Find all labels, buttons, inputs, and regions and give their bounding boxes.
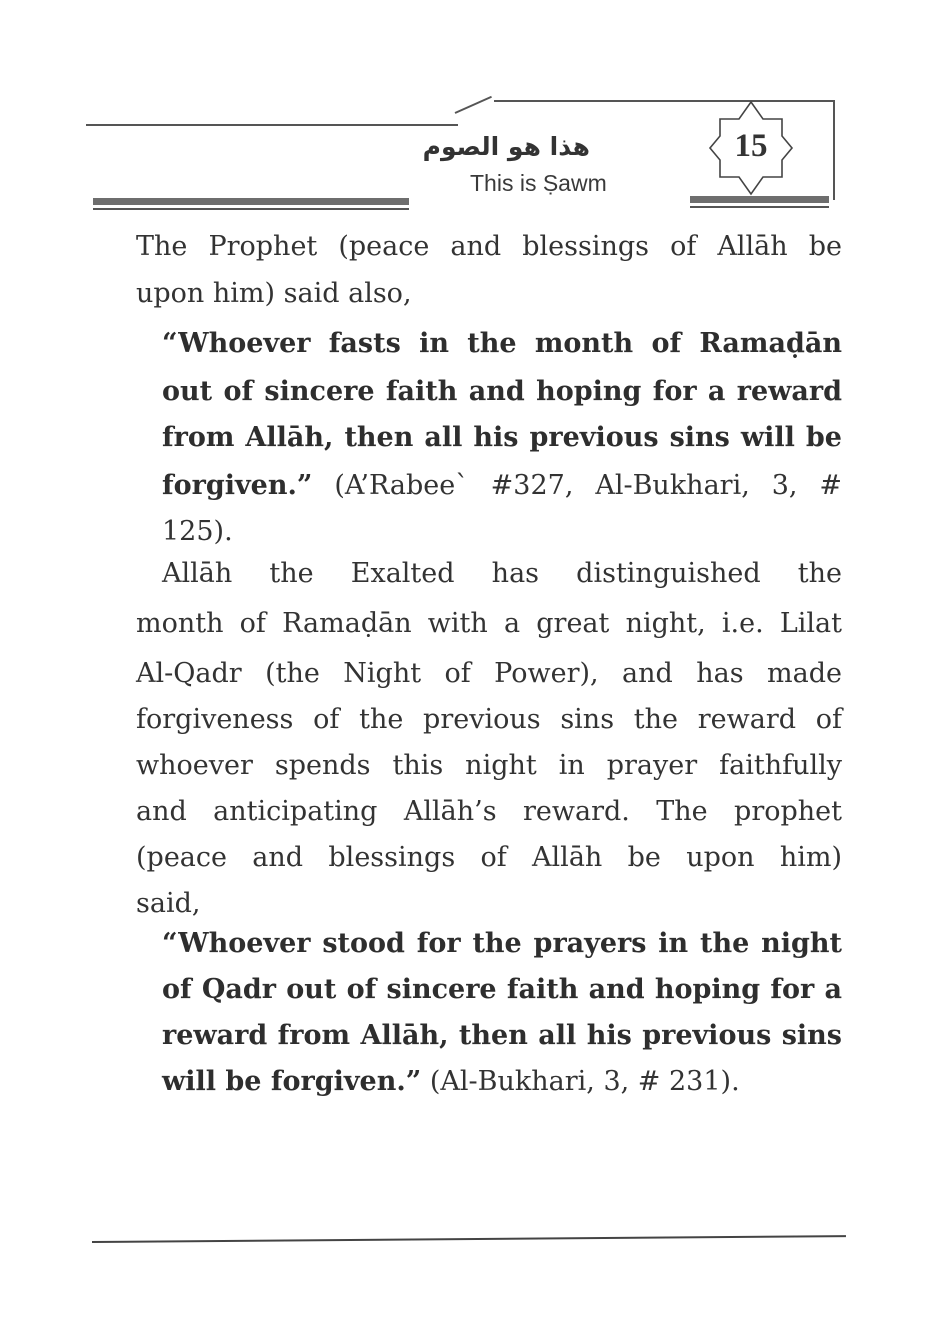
hadith-line: out of sincere faith and hoping for a reward [162, 376, 842, 407]
hadith-line: from Allāh, then all his previous sins will be [162, 422, 842, 453]
text-line: (peace and blessings of Allāh be upon him) [136, 842, 842, 873]
header-rule-left [86, 124, 458, 126]
text-line: The Prophet (peace and blessings of Allāh be [136, 231, 842, 262]
text-line: whoever spends this night in prayer faithfully [136, 750, 842, 781]
footer-rule [92, 1235, 846, 1243]
hadith-text: will be forgiven.” [162, 1066, 422, 1097]
hadith-line-with-citation [162, 469, 842, 503]
hadith-line-with-citation [162, 1065, 842, 1099]
header-double-bar-right [690, 196, 829, 208]
running-head-english: This is Ṣawm [470, 170, 607, 196]
hadith-line: “Whoever stood for the prayers in the night [162, 928, 842, 959]
page-number: 15 [734, 128, 768, 164]
citation: (A’Rabee` #327, Al-Bukhari, 3, # [312, 470, 842, 501]
header-double-bar-left [93, 198, 409, 210]
citation-continuation: 125). [162, 516, 233, 547]
hadith-line: “Whoever fasts in the month of Ramaḍān [162, 328, 842, 359]
header-rule-slant [455, 96, 492, 114]
text-line: upon him) said also, [136, 278, 412, 309]
page-number-badge [708, 100, 794, 196]
text-line: month of Ramaḍān with a great night, i.e. Lilat [136, 608, 842, 639]
text-line: said, [136, 888, 201, 919]
text-line: forgiveness of the previous sins the reward of [136, 704, 842, 735]
text-line: and anticipating Allāh’s reward. The prophet [136, 796, 842, 827]
hadith-line: of Qadr out of sincere faith and hoping for a [162, 974, 842, 1005]
header-rule-vertical [833, 100, 835, 200]
citation: (Al-Bukhari, 3, # 231). [421, 1066, 740, 1097]
text-line: Allāh the Exalted has distinguished the [162, 558, 842, 589]
hadith-text: forgiven.” [162, 470, 313, 501]
hadith-line: reward from Allāh, then all his previous sins [162, 1020, 842, 1051]
running-head-arabic: هذا هو الصوم [422, 132, 590, 161]
text-line: Al-Qadr (the Night of Power), and has made [136, 658, 842, 689]
